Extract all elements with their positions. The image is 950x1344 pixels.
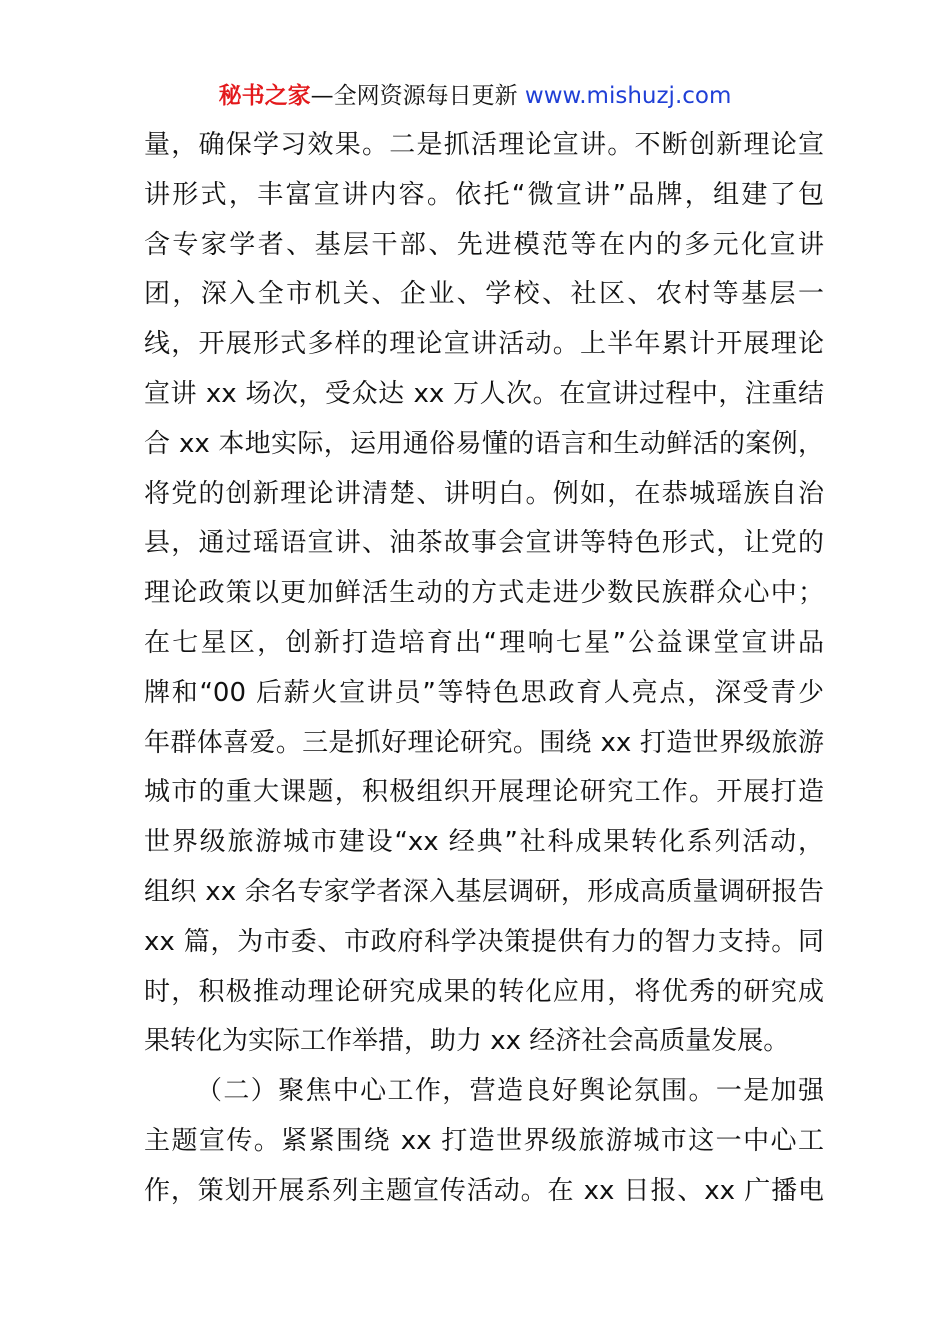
text-line: 宣讲 xx 场次，受众达 xx 万人次。在宣讲过程中，注重结	[144, 378, 824, 409]
text-line: 时，积极推动理论研究成果的转化应用，将优秀的研究成	[144, 976, 824, 1007]
text-line: 年群体喜爱。三是抓好理论研究。围绕 xx 打造世界级旅游	[144, 727, 824, 758]
text-line: 组织 xx 余名专家学者深入基层调研，形成高质量调研报告	[144, 876, 824, 907]
text-line: 县，通过瑶语宣讲、油茶故事会宣讲等特色形式，让党的	[144, 528, 824, 559]
text-line: 在七星区，创新打造培育出“理响七星”公益课堂宣讲品	[144, 627, 824, 658]
text-line: 量，确保学习效果。二是抓活理论宣讲。不断创新理论宣	[144, 130, 824, 160]
text-line: 世界级旅游城市建设“xx 经典”社科成果转化系列活动，	[144, 827, 824, 858]
section-heading-line: （二）聚焦中心工作，营造良好舆论氛围。一是加强	[196, 1076, 824, 1107]
text-line: 理论政策以更加鲜活生动的方式走进少数民族群众心中；	[144, 578, 824, 609]
text-line: 团，深入全市机关、企业、学校、社区、农村等基层一	[144, 279, 824, 310]
site-tagline: —全网资源每日更新	[310, 83, 525, 109]
text-line: xx 篇，为市委、市政府科学决策提供有力的智力支持。同	[144, 926, 824, 957]
text-line: 线，开展形式多样的理论宣讲活动。上半年累计开展理论	[144, 329, 824, 360]
text-line: 含专家学者、基层干部、先进模范等在内的多元化宣讲	[144, 229, 824, 260]
site-brand: 秘书之家	[218, 83, 311, 109]
text-line: 作，策划开展系列主题宣传活动。在 xx 日报、xx 广播电	[144, 1175, 824, 1206]
text-line: 将党的创新理论讲清楚、讲明白。例如，在恭城瑶族自治	[144, 478, 824, 509]
paragraph-end-line: 果转化为实际工作举措，助力 xx 经济社会高质量发展。	[144, 1026, 790, 1057]
text-line: 讲形式，丰富宣讲内容。依托“微宣讲”品牌，组建了包	[144, 179, 824, 210]
text-line: 主题宣传。紧紧围绕 xx 打造世界级旅游城市这一中心工	[144, 1125, 824, 1156]
text-line: 牌和“00 后薪火宣讲员”等特色思政育人亮点，深受青少	[144, 677, 824, 708]
text-line: 合 xx 本地实际，运用通俗易懂的语言和生动鲜活的案例，	[144, 428, 824, 459]
page-header	[0, 78, 950, 114]
site-url-link[interactable]: www.mishuzj.com	[524, 83, 732, 109]
document-body	[144, 121, 824, 1217]
text-line: 城市的重大课题，积极组织开展理论研究工作。开展打造	[144, 777, 824, 808]
